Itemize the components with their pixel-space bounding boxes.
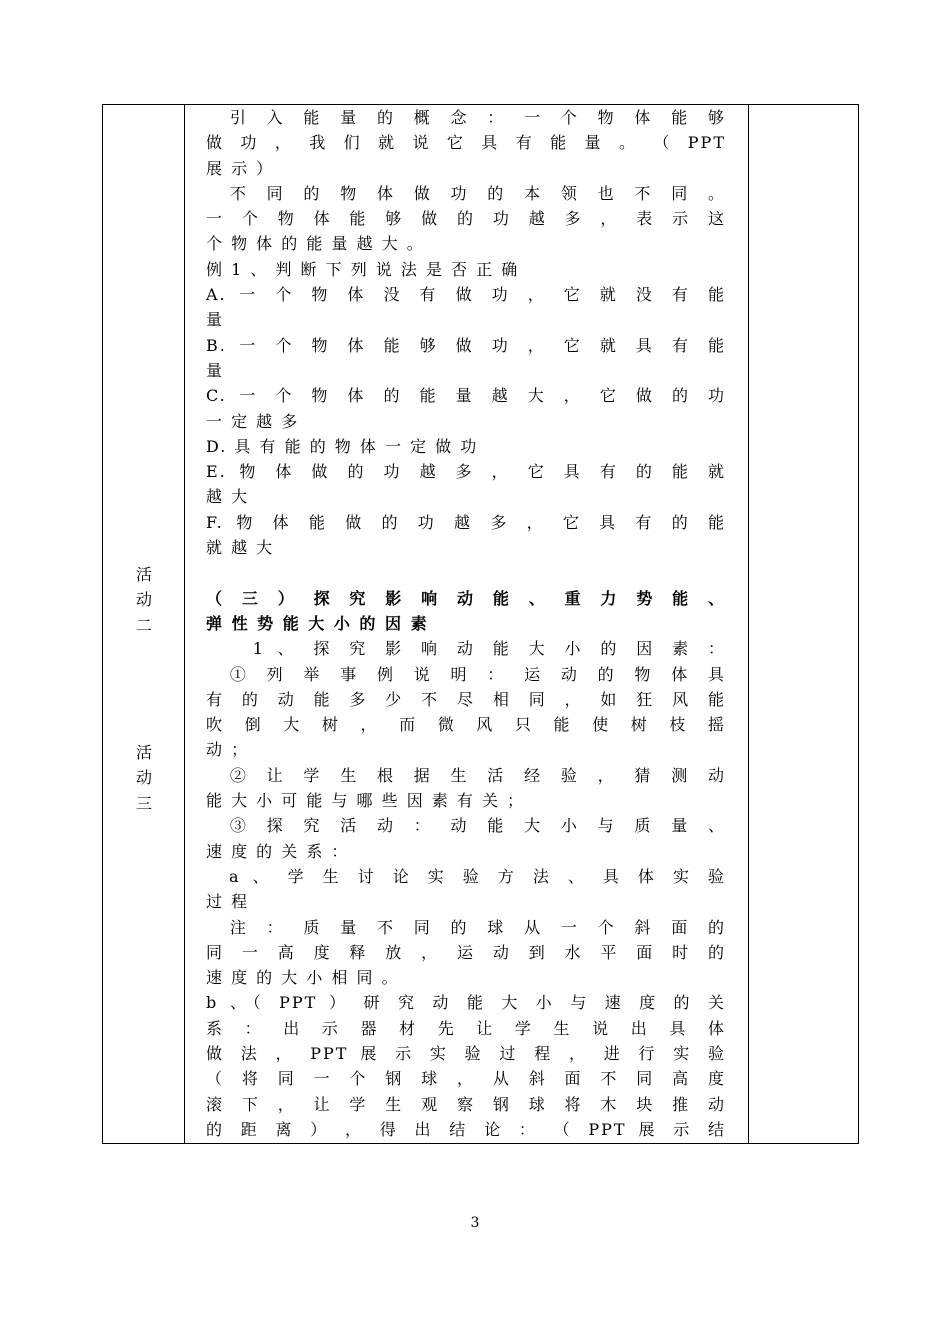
lesson-table [102, 104, 859, 1144]
text-line: 量 [206, 310, 225, 330]
text-line: 速 度 的 大 小 相 同 。 [206, 968, 400, 988]
text-line: 例 1 、 判 断 下 列 说 法 是 否 正 确 [206, 259, 520, 279]
text-line: A. 一 个 物 体 没 有 做 功 ， 它 就 没 有 能 [206, 285, 726, 305]
text-line: 动 ； [206, 740, 250, 760]
text-line: ② 让 学 生 根 据 生 活 经 验 ， 猜 测 动 [206, 765, 726, 785]
text-line: 同 一 高 度 释 放 ， 运 动 到 水 平 面 时 的 [206, 942, 726, 962]
text-line: 不 同 的 物 体 做 功 的 本 领 也 不 同 。 [206, 183, 726, 203]
text-line: 量 [206, 360, 225, 380]
text-line: （ 将 同 一 个 钢 球 ， 从 斜 面 不 同 高 度 [206, 1069, 726, 1089]
text-line: 速 度 的 关 系 ： [206, 841, 350, 861]
activity-two-label: 活 动 二 [135, 565, 152, 635]
text-line: 越 大 [206, 487, 250, 507]
text-line: ① 列 举 事 例 说 明 ： 运 动 的 物 体 具 [206, 664, 726, 684]
text-line: 一 定 越 多 [206, 411, 300, 431]
text-line: 做 功 ， 我 们 就 说 它 具 有 能 量 。 （ PPT [206, 133, 726, 153]
section-heading: 弹 性 势 能 大 小 的 因 素 [206, 613, 429, 633]
text-line: 1 、 探 究 影 响 动 能 大 小 的 因 素 ： [206, 639, 726, 659]
blank-line [206, 560, 726, 585]
text-line: 的 距 离 ） ， 得 出 结 论 ： （ PPT 展 示 结 [206, 1119, 726, 1139]
text-line: 个 物 体 的 能 量 越 大 。 [206, 234, 425, 254]
column-divider-right [748, 105, 749, 1143]
text-line: 一 个 物 体 能 够 做 的 功 越 多 ， 表 示 这 [206, 209, 726, 229]
text-line: E. 物 体 做 的 功 越 多 ， 它 具 有 的 能 就 [206, 462, 726, 482]
text-line: 就 越 大 [206, 538, 275, 558]
text-line: F. 物 体 能 做 的 功 越 多 ， 它 具 有 的 能 [206, 512, 726, 532]
text-line: B. 一 个 物 体 能 够 做 功 ， 它 就 具 有 能 [206, 335, 726, 355]
text-line: D. 具 有 能 的 物 体 一 定 做 功 [206, 436, 479, 456]
text-line: b 、（ PPT ） 研 究 动 能 大 小 与 速 度 的 关 [206, 993, 726, 1013]
text-line: 过 程 [206, 892, 250, 912]
text-line: 能 大 小 可 能 与 哪 些 因 素 有 关 ； [206, 791, 526, 811]
text-line: 滚 下 ， 让 学 生 观 察 钢 球 将 木 块 推 动 [206, 1094, 726, 1114]
text-line: 有 的 动 能 多 少 不 尽 相 同 ， 如 狂 风 能 [206, 689, 726, 709]
text-line: 注 ： 质 量 不 同 的 球 从 一 个 斜 面 的 [206, 917, 726, 937]
text-line: C. 一 个 物 体 的 能 量 越 大 ， 它 做 的 功 [206, 386, 726, 406]
text-line: ③ 探 究 活 动 ： 动 能 大 小 与 质 量 、 [206, 816, 726, 836]
activity-three-label: 活 动 三 [135, 743, 152, 813]
text-line: 系 ： 出 示 器 材 先 让 学 生 说 出 具 体 [206, 1018, 726, 1038]
text-line: 做 法 ， PPT 展 示 实 验 过 程 ， 进 行 实 验 [206, 1043, 726, 1063]
text-line: 吹 倒 大 树 ， 而 微 风 只 能 使 树 枝 摇 [206, 715, 726, 735]
text-line: a 、 学 生 讨 论 实 验 方 法 、 具 体 实 验 [206, 866, 726, 886]
section-heading: （ 三 ） 探 究 影 响 动 能 、 重 力 势 能 、 [206, 588, 726, 608]
lesson-content [206, 105, 726, 1142]
page-number: 3 [470, 1215, 480, 1231]
text-line: 展 示 ） [206, 158, 275, 178]
text-line: 引 入 能 量 的 概 念 ： 一 个 物 体 能 够 [206, 108, 726, 127]
